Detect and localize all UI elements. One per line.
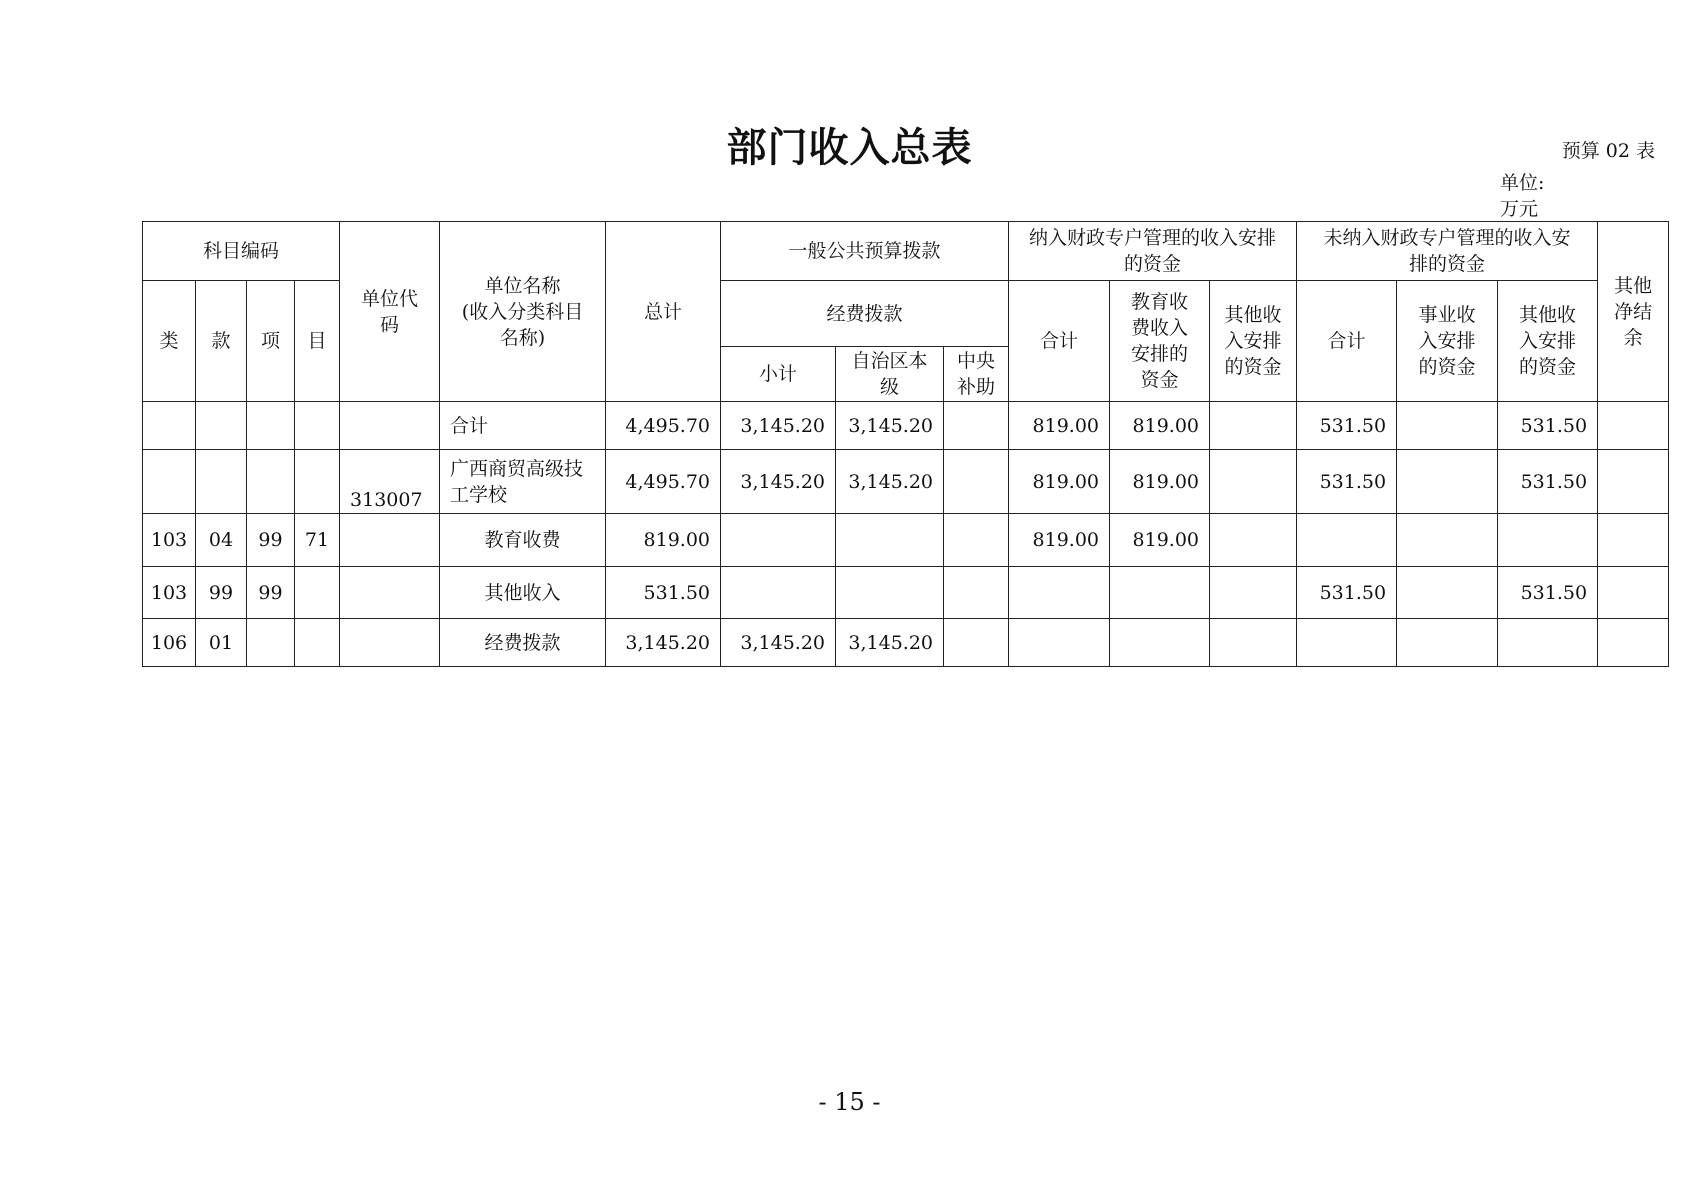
cell-mu <box>295 450 340 514</box>
cell-name: 教育收费 <box>440 514 606 567</box>
cell-region: 3,145.20 <box>836 619 944 667</box>
cell-subtotal: 3,145.20 <box>721 402 836 450</box>
cell-region: 3,145.20 <box>836 402 944 450</box>
cell-subtotal <box>721 567 836 619</box>
cell-xiang <box>247 619 295 667</box>
cell-name: 合计 <box>440 402 606 450</box>
cell-region: 3,145.20 <box>836 450 944 514</box>
cell-nf-total: 531.50 <box>1297 567 1397 619</box>
header-fiscal-total: 合计 <box>1009 281 1110 402</box>
cell-kuan <box>196 402 247 450</box>
table-row <box>143 514 1669 567</box>
header-career-income: 事业收 入安排 的资金 <box>1397 281 1498 402</box>
header-other-surplus: 其他 净结 余 <box>1598 222 1669 402</box>
cell-fiscal-total: 819.00 <box>1009 402 1110 450</box>
cell-career <box>1397 402 1498 450</box>
unit-note <box>1500 170 1544 222</box>
cell-other-nf: 531.50 <box>1498 450 1598 514</box>
cell-unit-code <box>340 619 440 667</box>
header-total: 总计 <box>606 222 721 402</box>
cell-mu: 71 <box>295 514 340 567</box>
cell-lei: 103 <box>143 567 196 619</box>
header-other-income-funds2: 其他收 入安排 的资金 <box>1498 281 1598 402</box>
header-unit-name: 单位名称 (收入分类科目 名称) <box>440 222 606 402</box>
cell-mu <box>295 402 340 450</box>
cell-mu <box>295 619 340 667</box>
cell-xiang: 99 <box>247 514 295 567</box>
cell-unit-code: 313007 <box>340 450 440 514</box>
header-region-level: 自治区本 级 <box>836 347 944 402</box>
header-other-income-funds: 其他收 入安排 的资金 <box>1210 281 1297 402</box>
cell-surplus <box>1598 619 1669 667</box>
table-row <box>143 450 1669 514</box>
cell-other-nf <box>1498 514 1598 567</box>
cell-fiscal-total: 819.00 <box>1009 514 1110 567</box>
header-non-fiscal: 未纳入财政专户管理的收入安 排的资金 <box>1297 222 1598 281</box>
header-xiang: 项 <box>247 281 295 402</box>
header-unit-code: 单位代 码 <box>340 222 440 402</box>
cell-nf-total <box>1297 619 1397 667</box>
header-non-fiscal-total: 合计 <box>1297 281 1397 402</box>
cell-unit-code <box>340 567 440 619</box>
income-summary-table <box>142 221 1669 667</box>
cell-lei <box>143 450 196 514</box>
cell-name: 经费拨款 <box>440 619 606 667</box>
cell-total: 3,145.20 <box>606 619 721 667</box>
header-fiscal-account: 纳入财政专户管理的收入安排 的资金 <box>1009 222 1297 281</box>
cell-subtotal: 3,145.20 <box>721 619 836 667</box>
cell-subtotal <box>721 514 836 567</box>
table-row <box>143 402 1669 450</box>
cell-xiang: 99 <box>247 567 295 619</box>
table-row <box>143 619 1669 667</box>
cell-edu-fee <box>1110 619 1210 667</box>
cell-edu-fee: 819.00 <box>1110 450 1210 514</box>
cell-name: 其他收入 <box>440 567 606 619</box>
cell-name: 广西商贸高级技工学校 <box>440 450 606 514</box>
cell-fiscal-total <box>1009 619 1110 667</box>
cell-kuan: 04 <box>196 514 247 567</box>
cell-other-fiscal <box>1210 450 1297 514</box>
cell-central <box>944 402 1009 450</box>
page-title: 部门收入总表 <box>726 124 973 171</box>
cell-surplus <box>1598 567 1669 619</box>
cell-career <box>1397 450 1498 514</box>
header-central-subsidy: 中央 补助 <box>944 347 1009 402</box>
cell-kuan <box>196 450 247 514</box>
cell-edu-fee: 819.00 <box>1110 514 1210 567</box>
cell-xiang <box>247 402 295 450</box>
header-general-budget: 一般公共预算拨款 <box>721 222 1009 281</box>
cell-other-nf: 531.50 <box>1498 402 1598 450</box>
cell-other-fiscal <box>1210 567 1297 619</box>
cell-nf-total: 531.50 <box>1297 450 1397 514</box>
header-kuan: 款 <box>196 281 247 402</box>
cell-unit-code <box>340 402 440 450</box>
cell-region <box>836 514 944 567</box>
cell-other-fiscal <box>1210 514 1297 567</box>
cell-mu <box>295 567 340 619</box>
unit-value: 万元 <box>1500 198 1539 220</box>
cell-lei: 103 <box>143 514 196 567</box>
cell-xiang <box>247 450 295 514</box>
form-number: 预算 02 表 <box>1561 140 1655 162</box>
cell-central <box>944 567 1009 619</box>
cell-total: 4,495.70 <box>606 402 721 450</box>
page-number: - 15 - <box>818 1088 881 1116</box>
cell-fiscal-total <box>1009 567 1110 619</box>
cell-career <box>1397 514 1498 567</box>
cell-surplus <box>1598 450 1669 514</box>
cell-total: 531.50 <box>606 567 721 619</box>
cell-nf-total: 531.50 <box>1297 402 1397 450</box>
cell-fiscal-total: 819.00 <box>1009 450 1110 514</box>
cell-surplus <box>1598 402 1669 450</box>
header-mu: 目 <box>295 281 340 402</box>
cell-surplus <box>1598 514 1669 567</box>
cell-kuan: 01 <box>196 619 247 667</box>
cell-kuan: 99 <box>196 567 247 619</box>
cell-lei <box>143 402 196 450</box>
header-subtotal: 小计 <box>721 347 836 402</box>
cell-edu-fee <box>1110 567 1210 619</box>
header-funding: 经费拨款 <box>721 281 1009 347</box>
cell-lei: 106 <box>143 619 196 667</box>
table-body <box>143 402 1669 667</box>
cell-other-nf <box>1498 619 1598 667</box>
table-row <box>143 567 1669 619</box>
cell-career <box>1397 619 1498 667</box>
header-subject-code: 科目编码 <box>143 222 340 281</box>
cell-unit-code <box>340 514 440 567</box>
cell-total: 819.00 <box>606 514 721 567</box>
cell-other-fiscal <box>1210 619 1297 667</box>
cell-region <box>836 567 944 619</box>
cell-central <box>944 450 1009 514</box>
header-edu-fee-income: 教育收 费收入 安排的 资金 <box>1110 281 1210 402</box>
cell-other-nf: 531.50 <box>1498 567 1598 619</box>
cell-central <box>944 619 1009 667</box>
cell-central <box>944 514 1009 567</box>
cell-edu-fee: 819.00 <box>1110 402 1210 450</box>
cell-total: 4,495.70 <box>606 450 721 514</box>
table-header <box>143 222 1669 402</box>
unit-label: 单位: <box>1500 172 1545 194</box>
cell-other-fiscal <box>1210 402 1297 450</box>
cell-career <box>1397 567 1498 619</box>
cell-subtotal: 3,145.20 <box>721 450 836 514</box>
cell-nf-total <box>1297 514 1397 567</box>
header-lei: 类 <box>143 281 196 402</box>
